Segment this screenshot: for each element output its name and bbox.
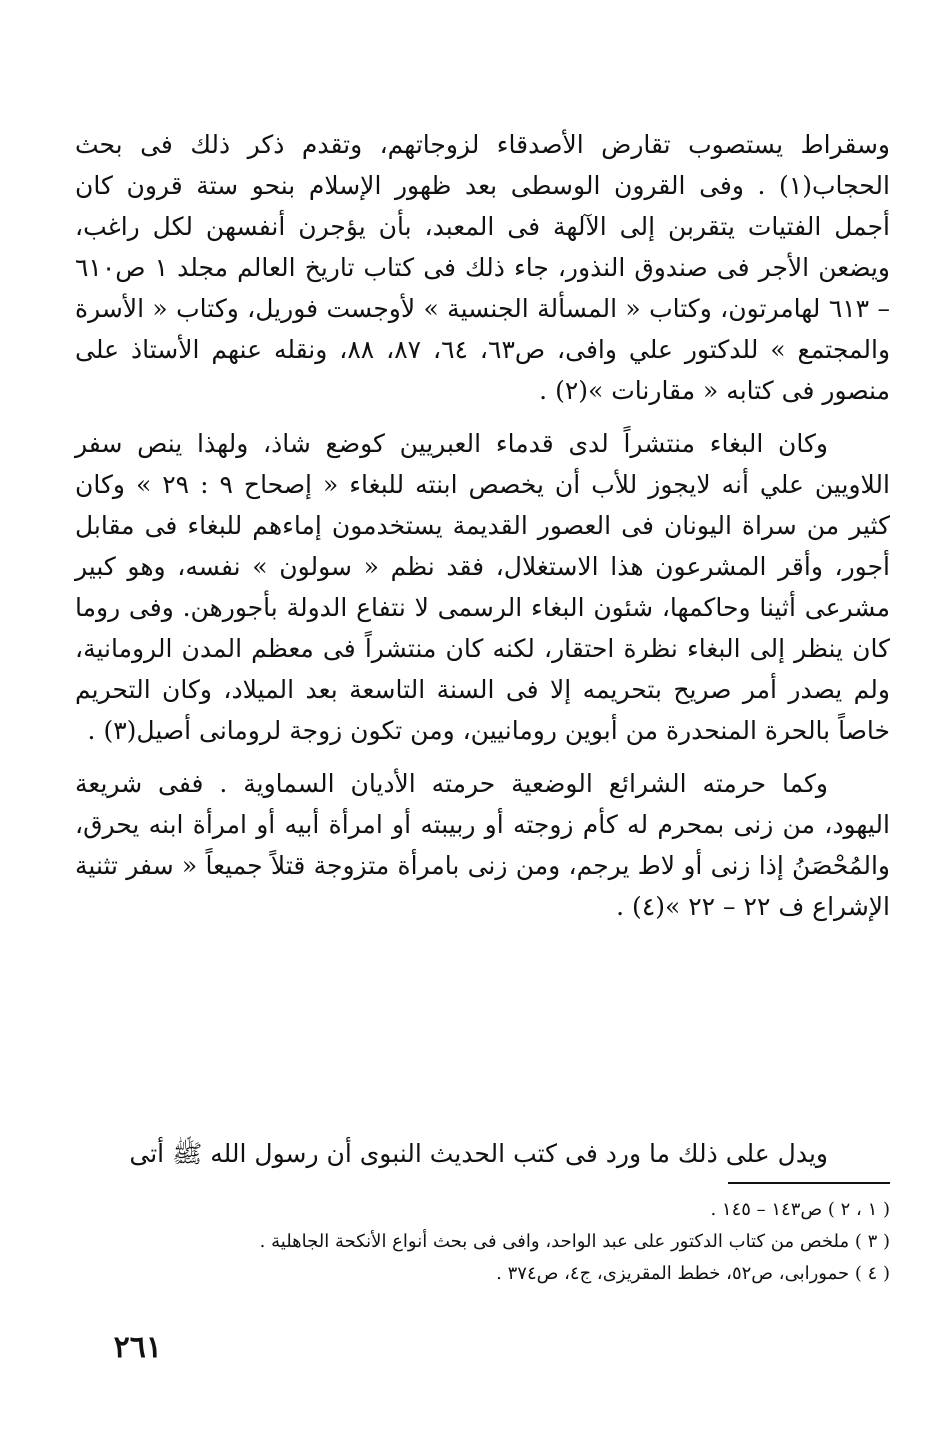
page-number: ٢٦١ bbox=[113, 1330, 162, 1365]
paragraph-4: ويدل على ذلك ما ورد فى كتب الحديث النبوى أن رسول الله ﷺ أتى bbox=[129, 1139, 828, 1168]
footnote-1: ( ١ ، ٢ ) ص١٤٣ – ١٤٥ . bbox=[710, 1199, 890, 1220]
footnote-divider bbox=[728, 1182, 890, 1184]
footnotes bbox=[75, 1194, 890, 1290]
paragraph-2: وكان البغاء منتشراً لدى قدماء العبريين كوضع شاذ، ولهذا ينص سفر اللاويين علي أنه لايجوز للأب أن يخصص ابنته للبغاء « إصحاح ٩ : ٢٩ » وكان كثير من سراة اليونان فى العصور القديمة يستخدمون إماءهم للبغاء فى مقابل أجور، وأقر المشرعون هذا الاستغلال، فقد نظم « سولون » نفسه، وهو كبير مشرعى أثينا وحاكمها، شئون البغاء الرسمى لا نتفاع الدولة بأجورهن. وفى روما كان ينظر إلى البغاء نظرة احتقار، لكنه كان منتشراً فى معظم المدن الرومانية، ولم يصدر أمر صريح بتحريمه إلا فى السنة التاسعة بعد الميلاد، وكان التحريم خاصاً بالحرة المنحدرة من أبوين رومانيين، ومن تكون زوجة لرومانى أصيل(٣) . bbox=[75, 429, 890, 745]
footnote-2: ( ٣ ) ملخص من كتاب الدكتور على عبد الواحد، وافى فى بحث أنواع الأنكحة الجاهلية . bbox=[259, 1231, 890, 1252]
main-text bbox=[75, 124, 890, 939]
paragraph-3: وكما حرمته الشرائع الوضعية حرمته الأديان السماوية . ففى شريعة اليهود، من زنى بمحرم له كأم زوجته أو ربيبته أو امرأة أبيه أو امرأة ابنه يحرق، والمُحْصَنُ إذا زنى أو لاط يرجم، ومن زنى بامرأة متزوجة قتلاً جميعاً « سفر تثنية الإشراع ف ٢٢ – ٢٢ »(٤) . bbox=[75, 769, 890, 921]
footnote-3: ( ٤ ) حمورابى، ص٥٢، خطط المقريزى، ج٤، ص٣٧٤ . bbox=[496, 1263, 890, 1284]
paragraph-1: وسقراط يستصوب تقارض الأصدقاء لزوجاتهم، وتقدم ذكر ذلك فى بحث الحجاب(١) . وفى القرون الوسطى بعد ظهور الإسلام بنحو ستة قرون كان أجمل الفتيات يتقربن إلى الآلهة فى المعبد، بأن يؤجرن أنفسهن لكل راغب، ويضعن الأجر فى صندوق النذور، جاء ذلك فى كتاب تاريخ العالم مجلد ١ ص٦١٠ – ٦١٣ لهامرتون، وكتاب « المسألة الجنسية » لأوجست فوريل، وكتاب « الأسرة والمجتمع » للدكتور علي وافى، ص٦٣، ٦٤، ٨٧، ٨٨، ونقله عنهم الأستاذ على منصور فى كتابه « مقارنات »(٢) . bbox=[75, 130, 891, 405]
